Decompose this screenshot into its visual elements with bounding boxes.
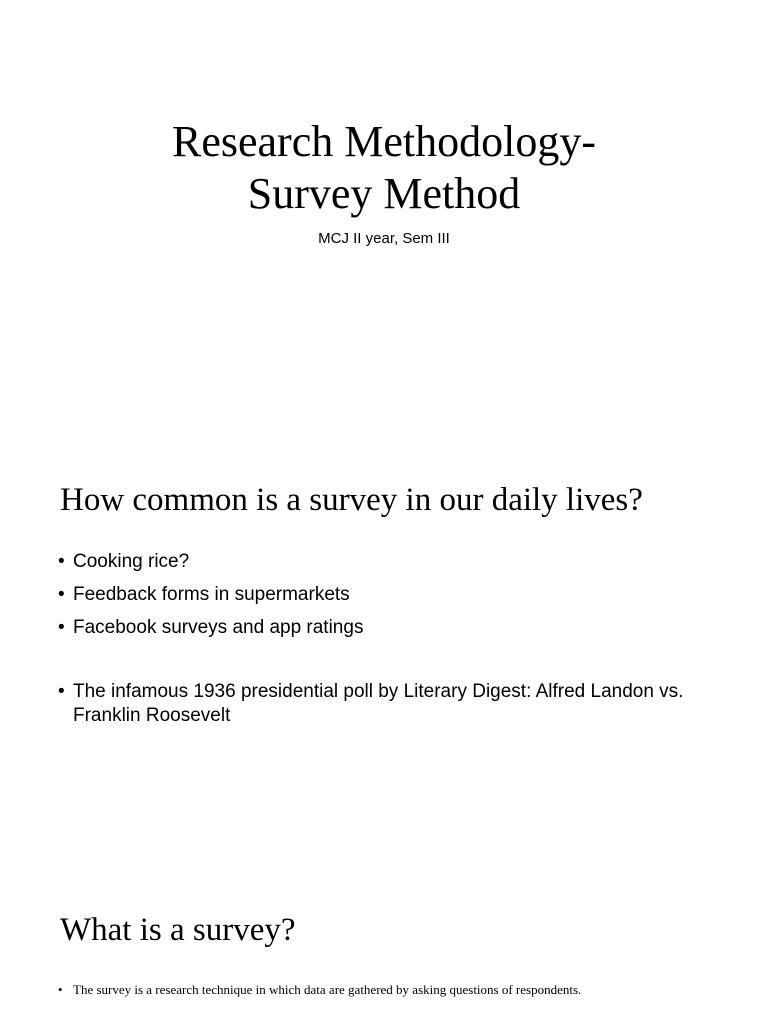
title-slide xyxy=(0,0,768,430)
bullet-list xyxy=(58,550,738,649)
slide-title-line-2: Survey Method xyxy=(247,169,521,218)
bullet-list xyxy=(58,980,748,1009)
slide-heading: How common is a survey in our daily lives? xyxy=(60,482,643,518)
bullet-item: • The infamous 1936 presidential poll by Literary Digest: Alfred Landon vs. Franklin Roosevelt xyxy=(58,680,738,728)
slide-title-line-1: Research Methodology- xyxy=(172,117,596,166)
bullet-item: • Facebook surveys and app ratings xyxy=(58,616,738,640)
what-is-survey-slide xyxy=(0,870,768,1024)
survey-daily-lives-slide xyxy=(0,430,768,870)
slide-subtitle: MCJ II year, Sem III xyxy=(318,230,450,247)
bullet-list xyxy=(58,680,738,737)
bullet-item: • The survey is a research technique in which data are gathered by asking questions of respondents. xyxy=(58,980,748,1000)
bullet-item: • Feedback forms in supermarkets xyxy=(58,583,738,607)
slide-heading: What is a survey? xyxy=(60,912,296,948)
bullet-item: • Cooking rice? xyxy=(58,550,738,574)
